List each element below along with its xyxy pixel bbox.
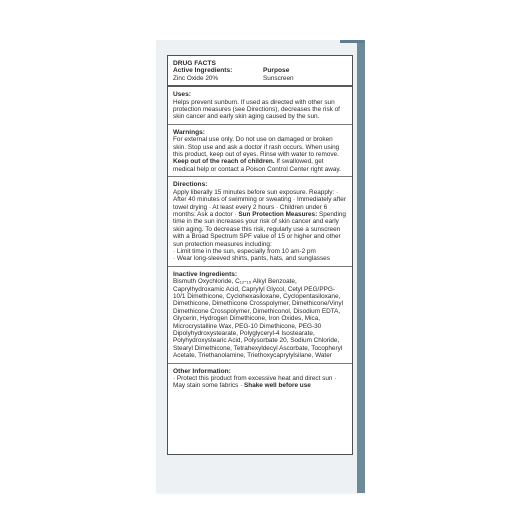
warnings-text: For external use only. Do not use on damaged or broken skin. Stop use and ask a doctor if rash occurs. When using this product, keep out of eyes. Rinse with water to remove. Keep out of the reach of children. If swallowed, get medical help or contact a Poison Control Center right away. xyxy=(173,136,341,173)
purpose-value: Sunscreen xyxy=(263,74,294,82)
section-divider xyxy=(168,85,352,87)
list-item: · Wear long-sleeved shirts, pants, hats, and sunglasses xyxy=(173,255,330,263)
drug-facts-header xyxy=(173,60,347,82)
directions-text: Apply liberally 15 minutes before sun exposure. Reapply: · After 40 minutes of swimming or sweating · Immediately after towel drying · At least every 2 hours · Children under 6 months: Ask a doctor · Sun Protection Measures: Spending time in the sun increases your risk of skin cancer and early skin aging. To decrease this risk, regularly use a sunscreen with a Broad Spectrum SPF value of 15 or higher and other sun protection measures including: xyxy=(173,188,346,248)
active-ingredients-label: Active Ingredients: xyxy=(173,67,233,75)
uses-section xyxy=(173,91,347,121)
section-divider xyxy=(168,124,352,125)
warnings-heading: Warnings: xyxy=(173,128,205,136)
warnings-section xyxy=(173,129,347,173)
box-top-accent xyxy=(340,40,364,43)
keep-out-of-reach: Keep out of the reach of children. xyxy=(173,158,275,166)
drug-facts-title: DRUG FACTS xyxy=(173,60,216,67)
inactive-heading: Inactive Ingredients: xyxy=(173,270,238,278)
purpose-label: Purpose xyxy=(263,67,290,75)
uses-heading: Uses: xyxy=(173,91,191,99)
uses-text: Helps prevent sunburn. If used as directed with other sun protection measures (see Directions), decreases the risk of skin cancer and early skin aging caused by the sun. xyxy=(173,98,340,121)
directions-bullets xyxy=(173,248,347,263)
other-text: · Protect this product from excessive heat and direct sun · May stain some fabrics · Shake well before use xyxy=(173,375,337,390)
inactive-text: Bismuth Oxychloride, C₁₂-₁₅ Alkyl Benzoate, Caprylhydroxamic Acid, Caprylyl Glycol, Cetyl PEG/PPG-10/1 Dimethicone, Cyclohexasiloxane, Cyclopentasiloxane, Dimethicone, Dimethicone Crosspolymer, Dimethicone/Vinyl Dimethicone Crosspolymer, Dimethiconol, Disodium EDTA, Glycerin, Hydrogen Dimethicone, Iron Oxides, Mica, Microcrystalline Wax, PEG-10 Dimethicone, PEG-30 Dipolyhydroxystearate, Polyglyceryl-4 Isostearate, Polyhydroxystearic Acid, Polysorbate 20, Sodium Chloride, Stearyl Dimethicone, Tetrahexyldecyl Ascorbate, Tocopheryl Acetate, Triethanolamine, Triethoxycaprylylsilane, Water xyxy=(173,278,344,360)
section-divider xyxy=(168,266,352,267)
section-divider xyxy=(168,176,352,177)
other-heading: Other Information: xyxy=(173,367,231,375)
directions-heading: Directions: xyxy=(173,181,208,189)
directions-section xyxy=(173,181,347,262)
active-ingredients-value: Zinc Oxide 20% xyxy=(173,74,219,82)
drug-facts-panel xyxy=(167,55,353,455)
section-divider xyxy=(168,363,352,364)
sun-protection-measures: Sun Protection Measures: xyxy=(238,210,318,218)
shake-well: Shake well before use xyxy=(244,382,311,390)
list-item: · Limit time in the sun, especially from 10 am-2 pm xyxy=(173,247,316,255)
box-side-edge xyxy=(357,40,365,493)
other-section xyxy=(173,368,347,390)
inactive-section xyxy=(173,271,347,360)
